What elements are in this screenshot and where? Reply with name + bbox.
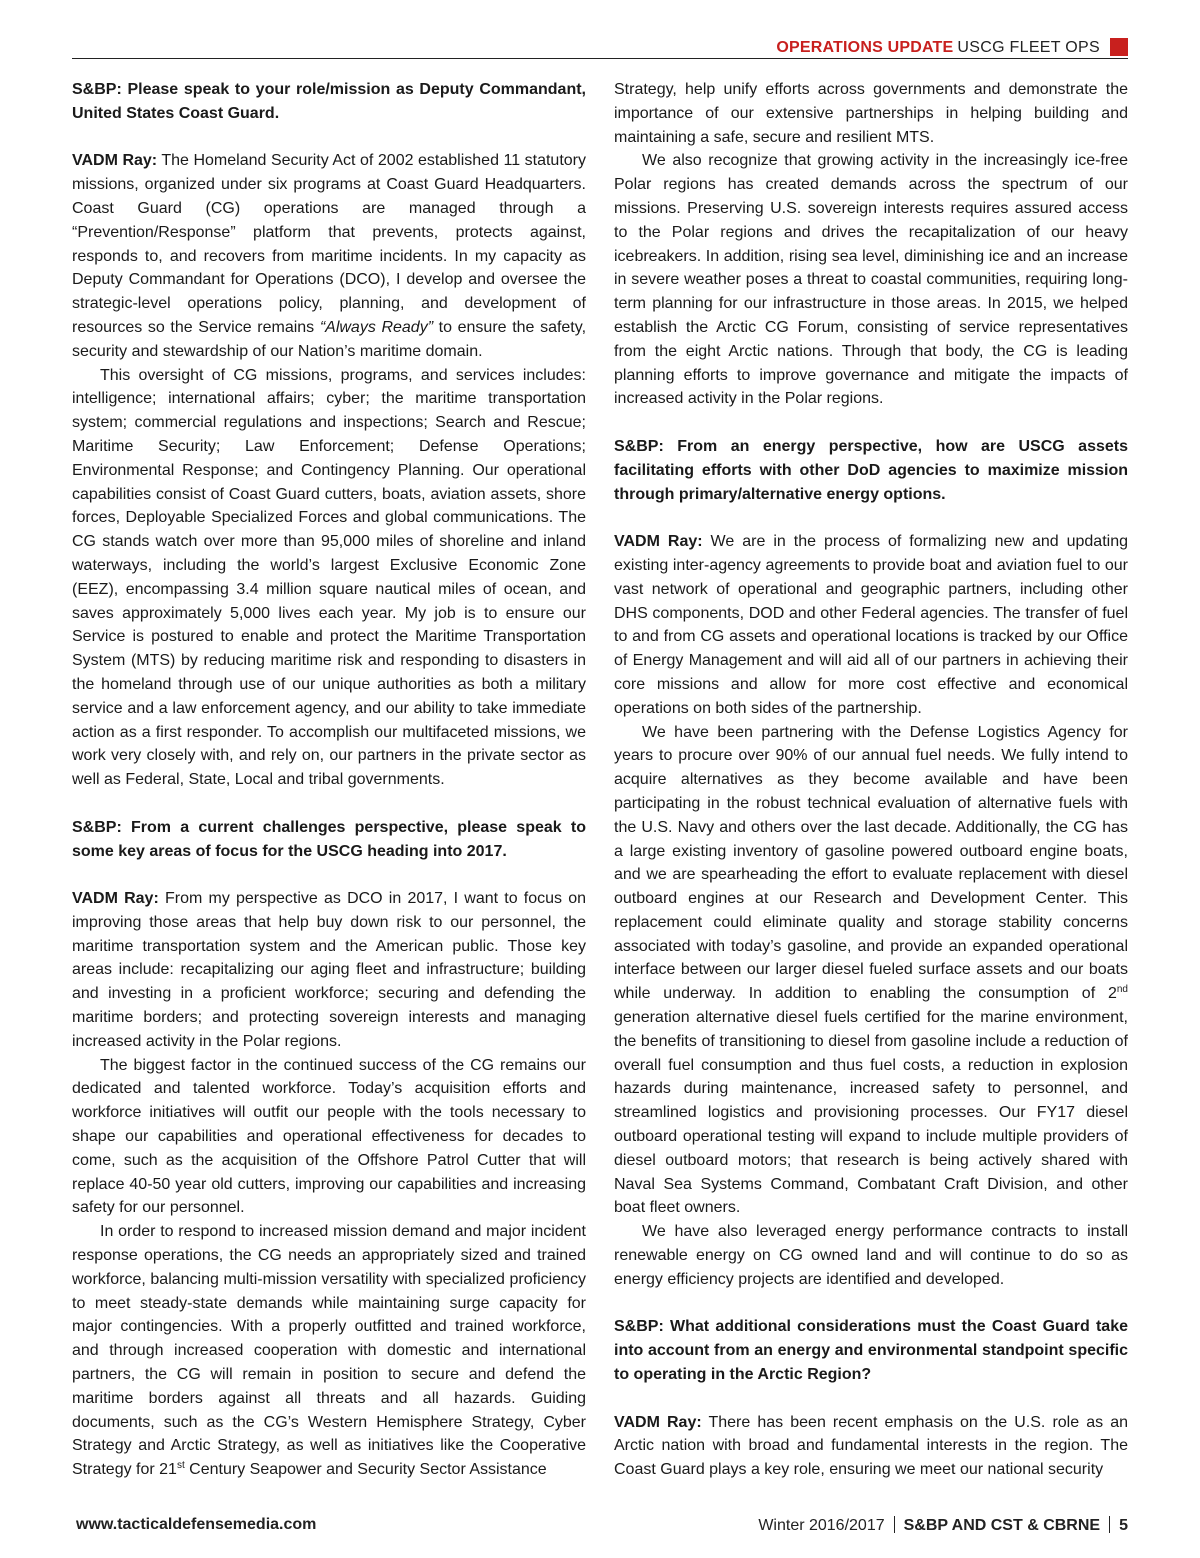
page-header [72,38,1128,60]
emphasis-text: “Always Ready” [319,318,434,336]
answer-2-para-3-continued: Strategy, help unify efforts across governments and demonstrate the importance of our extensive partnerships in helping building and maintaining a safe, secure and resilient MTS. [614,81,1128,146]
answer-2-para-4: We also recognize that growing activity in the increasingly ice-free Polar regions has created demands across the spectrum of our missions. Preserving U.S. sovereign interests requires assured access to the Polar regions and drives the recapitalization of our heavy icebreakers. In addition, rising sea level, diminishing ice and an increase in severe weather poses a threat to coastal communities, requiring long-term planning for our infrastructure in those areas. In 2015, we helped establish the Arctic CG Forum, consisting of service representatives from the eight Arctic nations. Through that body, the CG is leading planning efforts to improve governance and mitigate the impacts of increased activity in the Polar regions. [614,152,1128,408]
header-rule [72,58,1128,59]
issue-date: Winter 2016/2017 [758,1517,885,1534]
speaker-label: VADM Ray: [614,1413,702,1431]
answer-2-para-2: The biggest factor in the continued success of the CG remains our dedicated and talented workforce. Today’s acquisition efforts and workforce initiatives will outfit our people with the tools necessary to shape our capabilities and operational effectiveness for decades to come, such as the acquisition of the Offshore Patrol Cutter that will replace 40-50 year old cutters, improving our capabilities and increasing safety for our personnel. [72,1056,586,1217]
page-footer [72,1516,1128,1540]
question-3: S&BP: From an energy perspective, how are USCG assets facilitating efforts with other DoD agencies to maximize mission through primary/alternative energy options. [614,437,1128,503]
answer-text: From my perspective as DCO in 2017, I want to focus on improving those areas that help buy down risk to our personnel, the maritime transportation system and the American public. Those key areas include: recapitalizing our aging fleet and infrastructure; building and investing in a proficient workforce; securing and defending the maritime borders; and protecting sovereign interests and managing increased activity in the Polar regions. [72,890,587,1050]
page-number: 5 [1119,1517,1128,1534]
right-column [614,78,1128,1482]
superscript: nd [1116,984,1128,996]
answer-1-para-1 [72,149,586,363]
answer-text: We have been partnering with the Defense Logistics Agency for years to procure over 90% of our annual fuel needs. We fully intend to acquire alternatives as they become available and have been participating in the robust technical evaluation of alternative fuels with the U.S. Navy and others over the last decade. Additionally, the CG has a large existing inventory of gasoline powered outboard engine boats, and we are spearheading the effort to evaluate replacement with diesel outboard engines at our Research and Development Center. This replacement could eliminate quality and storage stability concerns associated with today’s gasoline, and provide an expanded operational interface between our larger diesel fueled surface assets and our boats while underway. In addition to enabling the consumption of 2 [614,723,1128,1003]
question-1: S&BP: Please speak to your role/mission as Deputy Commandant, United States Coast Guard. [72,81,586,122]
answer-2-para-1 [72,887,586,1054]
speaker-label: VADM Ray: [614,533,703,551]
answer-1-para-2: This oversight of CG missions, programs, and services includes: intelligence; international affairs; cyber; the maritime transportation system; commercial regulations and inspections; Search and Rescue; Maritime Security; Law Enforcement; Defense Operations; Environmental Response; and Contingency Planning. Our operational capabilities consist of Coast Guard cutters, boats, aviation assets, shore forces, Deployable Specialized Forces and global communications. The CG stands watch over more than 95,000 miles of shoreline and inland waterways, including the world’s largest Exclusive Economic Zone (EEZ), encompassing 3.4 million square nautical miles of ocean, and saves approximately 5,000 lives each year. My job is to ensure our Service is postured to enable and protect the Maritime Transportation System (MTS) by reducing maritime risk and responding to disasters in the homeland through use of our unique authorities as both a military service and a law enforcement agency, and our ability to take immediate action as a first responder. To accomplish our multifaceted missions, we work very closely with, and rely on, our partners in the private sector as well as Federal, State, Local and tribal governments. [72,366,586,789]
website-url: www.tacticaldefensemedia.com [76,1516,317,1533]
topic-label: USCG FLEET OPS [957,39,1100,56]
answer-text: to ensure the safety, security and stewardship of our Nation’s maritime domain. [72,318,587,360]
question-2: S&BP: From a current challenges perspective, please speak to some key areas of focus for the USCG heading into 2017. [72,818,586,860]
answer-text: In order to respond to increased mission demand and major incident response operations, the CG needs an appropriately sized and trained workforce, balancing multi-mission versatility with specialized proficiency to meet steady-state demands while maintaining surge capacity for major contingencies. With a properly outfitted and trained workforce, and through increased cooperation with domestic and international partners, the CG will remain in position to secure and defend the maritime borders against all threats and all hazards. Guiding documents, such as the CG’s Western Hemisphere Strategy, Cyber Strategy and Arctic Strategy, as well as initiatives like the Cooperative Strategy for 21 [72,1223,586,1479]
answer-2-para-3 [72,1220,586,1482]
answer-3-para-1 [614,530,1128,720]
answer-text: The Homeland Security Act of 2002 established 11 statutory missions, organized under six programs at Coast Guard Headquarters. Coast Guard (CG) operations are managed through a “Prevention/Response” platform that prevents, protects against, responds to, and recovers from maritime incidents. In my capacity as Deputy Commandant for Operations (DCO), I develop and oversee the strategic-level operations policy, planning, and development of resources so the Service remains [72,152,587,336]
accent-square [1110,38,1128,56]
speaker-label: VADM Ray: [72,152,158,170]
question-4: S&BP: What additional considerations must the Coast Guard take into account from an energy and environmental standpoint specific to operating in the Arctic Region? [614,1318,1128,1384]
superscript: st [176,1460,185,1472]
speaker-label: VADM Ray: [72,890,159,908]
footer-info [758,1516,1128,1535]
footer-divider [894,1516,895,1533]
answer-4-para-1 [614,1411,1128,1482]
answer-text: Century Seapower and Security Sector Assistance [184,1461,547,1479]
answer-text: generation alternative diesel fuels certified for the marine environment, the benefits of transitioning to diesel from gasoline include a reduction of overall fuel consumption and thus fuel costs, a reduction in explosion hazards during maintenance, increased safety to personnel, and streamlined logistics and provisioning processes. Our FY17 diesel outboard operational testing will expand to include multiple providers of diesel outboard motors; that research is being actively shared with Naval Sea Systems Command, Combatant Craft Division, and other boat fleet owners. [614,1009,1128,1217]
answer-text: We are in the process of formalizing new and updating existing inter-agency agreements to provide boat and aviation fuel to our vast network of operational and geographic partners, including other DHS components, DOD and other Federal agencies. The transfer of fuel to and from CG assets and operational locations is tracked by our Office of Energy Management and will aid all of our partners in achieving their core missions and allow for more cost effective and economical operations on both sides of the partnership. [614,533,1128,717]
footer-divider [1109,1516,1110,1533]
section-label: OPERATIONS UPDATE [776,39,954,56]
answer-3-para-2 [614,721,1128,1221]
answer-3-para-3: We have also leveraged energy performance contracts to install renewable energy on CG owned land and will continue to do so as energy efficiency projects are identified and developed. [614,1223,1128,1288]
answer-text: There has been recent emphasis on the U.S. role as an Arctic nation with broad and fundamental interests in the region. The Coast Guard plays a key role, ensuring we meet our national security [614,1413,1128,1479]
running-head [776,38,1100,58]
publication-name: S&BP AND CST & CBRNE [903,1517,1101,1534]
left-column [72,78,586,1482]
